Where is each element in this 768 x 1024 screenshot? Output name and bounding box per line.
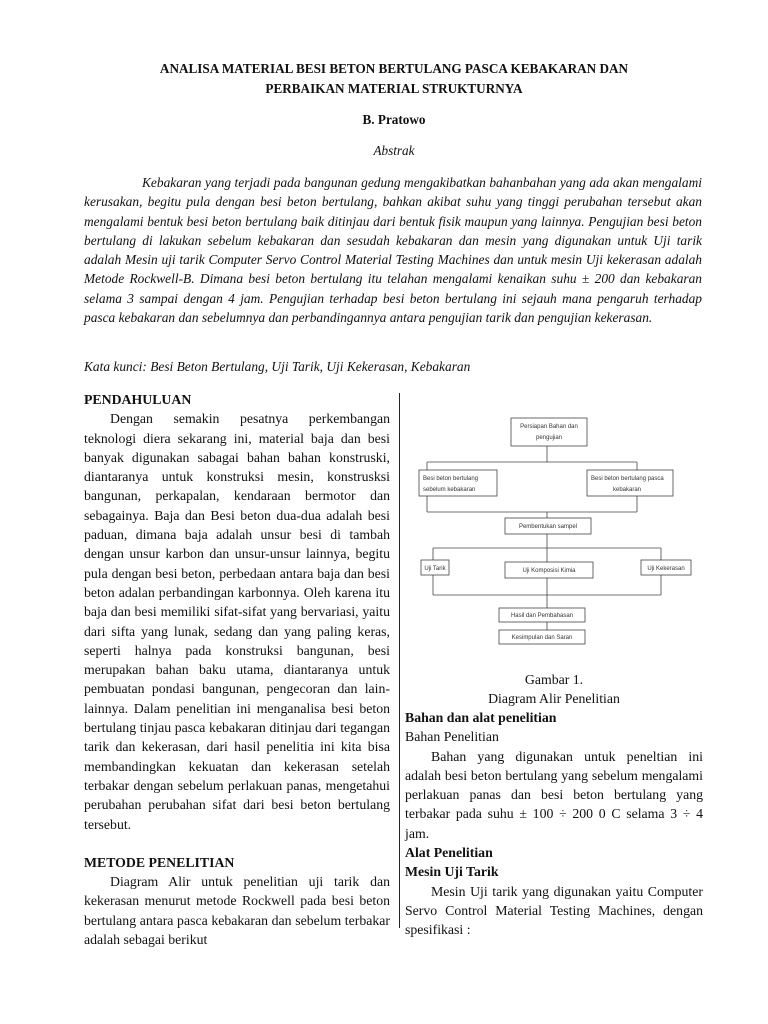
- pendahuluan-paragraph: Dengan semakin pesatnya perkembangan teknologi diera sekarang ini, material baja dan besi banyak digunakan sabagai bahan bahan konstruski, diantaranya untuk konstruksi mesin, konstrusksi bangunan, perkapalan, kendaraan bermotor dan sebagainya. Baja dan Besi beton dua-dua adalah besi paduan, dimana baja adalah unsur besi di tambah dengan unsur karbon dan unsur-unsur lainnya, begitu pula dengan besi beton, perbedaan antara baja dan besi beton adalan perbandingan karbonnya. Oleh karena itu baja dan besi memiliki sifat-sifat yang bervariasi, yaitu dari sifta yang lunak, sedang dan yang paling keras, seperti halnya pada konstruksi bangunan, besi merupakan bahan baku utama, diantaranya untuk pembuatan pondasi bangunan, pengecoran dan lain-lainnya. Dalam penelitian ini menganalisa besi beton bertulang tinjau pasca kebakaran ditinjau dari tegangan tarik dan kekerasan, dari hasil penelitia ini kita bisa membandingkan kekuatan dan kekerasan setelah terbakar dengan sebelum perlakuan panas, mengetahui perubahan perubahan sifat dari besi beton bertulang tersebut.: [84, 411, 390, 832]
- subheading-mesin-uji-tarik: Mesin Uji Tarik: [405, 864, 499, 880]
- abstract-heading: Abstrak: [373, 143, 415, 158]
- title-line-1: ANALISA MATERIAL BESI BETON BERTULANG PASCA KEBAKARAN DAN: [159, 61, 629, 76]
- figure-label: Gambar 1.: [524, 672, 584, 687]
- flow-after-line2: kebakaran: [613, 487, 642, 493]
- flow-before-line1: Besi beton bertulang: [423, 476, 479, 482]
- column-divider: [399, 393, 400, 928]
- figure-caption: [405, 670, 703, 709]
- alat-paragraph: Mesin Uji tarik yang digunakan yaitu Computer Servo Control Material Testing Machines, dengan spesifikasi :: [405, 883, 703, 938]
- section-heading-alat: Alat Penelitian: [405, 845, 493, 861]
- flow-after-line1: Besi beton bertulang pasca: [591, 476, 664, 482]
- title-line-2: PERBAIKAN MATERIAL STRUKTURNYA: [265, 81, 523, 96]
- bahan-paragraph: Bahan yang digunakan untuk peneltian ini adalah besi beton bertulang yang sebelum mengalami perlakuan panas dan besi beton bertulang yang terbakar pada suhu ± 100 ÷ 200 0 C selama 3 ÷ 4 jam.: [405, 748, 703, 841]
- flow-hardness-label: Uji Kekerasan: [647, 566, 685, 572]
- flow-results-label: Hasil dan Pembahasan: [510, 613, 574, 619]
- research-flowchart: [405, 400, 703, 662]
- right-column: [405, 708, 703, 940]
- section-heading-metode: METODE PENELITIAN: [84, 854, 235, 870]
- flow-chemical-label: Uji Komposisi Kimia: [522, 568, 576, 574]
- subheading-bahan-penelitian: Bahan Penelitian: [405, 729, 499, 745]
- flow-start-line1: Persiapan Bahan dan: [520, 424, 578, 430]
- keywords: Kata kunci: Besi Beton Bertulang, Uji Tarik, Uji Kekerasan, Kebakaran: [84, 359, 471, 374]
- flow-tensile-label: Uji Tarik: [424, 566, 446, 572]
- author: B. Pratowo: [362, 112, 426, 127]
- section-heading-bahan-alat: Bahan dan alat penelitian: [405, 710, 557, 725]
- flow-conclusion-label: Kesimpulan dan Saran: [511, 635, 573, 641]
- paper-title: [90, 59, 698, 99]
- flow-start-line2: pengujian: [535, 435, 563, 441]
- flow-box-start: [511, 418, 587, 446]
- flow-before-line2: sebelum kebakaran: [423, 487, 476, 493]
- left-column: [84, 390, 390, 949]
- section-heading-pendahuluan: PENDAHULUAN: [84, 392, 192, 407]
- abstract-text: Kebakaran yang terjadi pada bangunan gedung mengakibatkan bahanbahan yang ada akan mengalami kerusakan, begitu pula dengan besi beton bertulang, bahkan akibat suhu yang tinggi perubahan tersebut akan mengalami bentuk besi beton bertulang baik ditinjau dari bentuk fisik maupun yang lainnya. Pengujian besi beton bertulang di lakukan sebelum kebakaran dan sesudah kebakaran dan mesin yang digunakan untuk Uji tarik adalah Mesin uji tarik Computer Servo Control Material Testing Machines dan untuk mesin Uji kekerasan adalah Metode Rockwell-B. Dimana besi beton bertulang itu telahan mengalami kenaikan suhu ± 200 dan kebakaran selama 3 sampai dengan 4 jam. Pengujian terhadap besi beton bertulang ini sejauh mana pengaruh terhadap pasca kebakaran dan sebelumnya dan perbandingannya antara pengujian tarik dan pengujian kekerasan.: [84, 175, 702, 326]
- metode-paragraph: Diagram Alir untuk penelitian uji tarik dan kekerasan menurut metode Rockwell pada besi beton bertulang antara pasca kebakaran dan sebelum terbakar adalah sebagai berikut: [84, 874, 390, 948]
- figure-title: Diagram Alir Penelitian: [488, 691, 620, 707]
- flow-sample-label: Pembentukan sampel: [518, 524, 578, 530]
